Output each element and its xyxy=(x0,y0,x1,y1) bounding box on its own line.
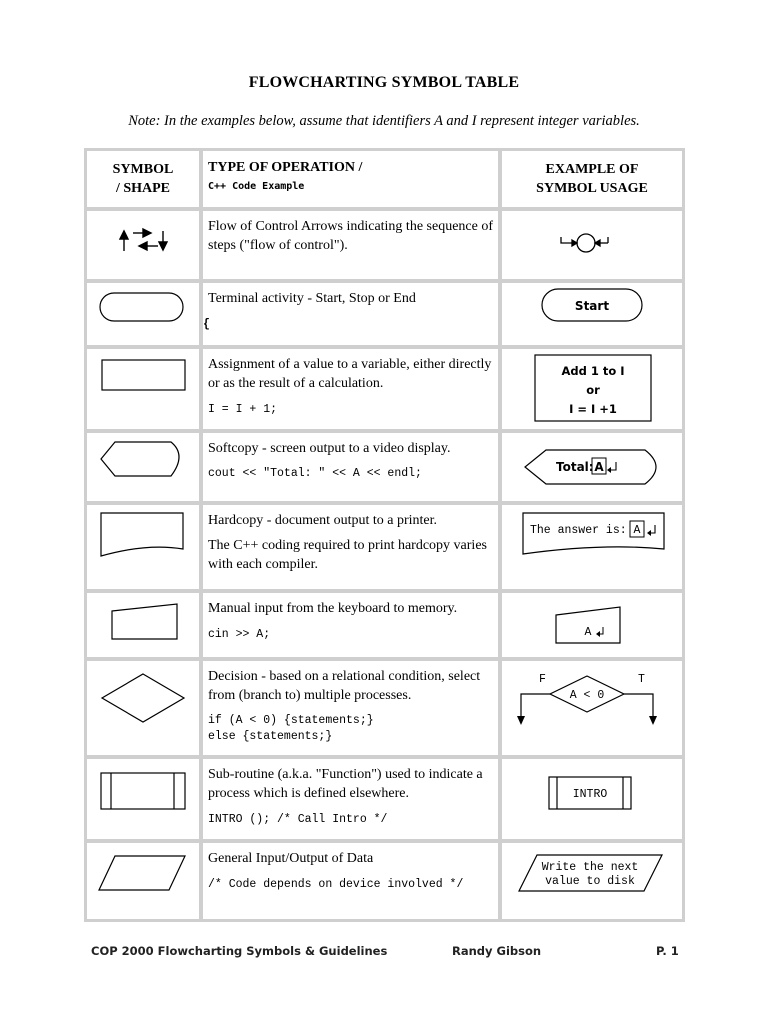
io-shape-icon xyxy=(87,843,199,919)
row-code: I = I + 1; xyxy=(208,403,278,416)
page-title: FLOWCHARTING SYMBOL TABLE xyxy=(248,74,520,91)
process-desc-cell xyxy=(202,348,499,430)
header-operation xyxy=(202,150,499,208)
row-description: Flow of Control Arrows indicating the sequence of steps ("flow of control"). xyxy=(208,219,494,253)
process-example-line3: I = I +1 xyxy=(569,402,617,416)
connector-example-icon xyxy=(502,211,682,277)
header-example xyxy=(501,150,683,208)
io-shape-cell xyxy=(86,842,200,920)
display-example-cell xyxy=(501,432,683,502)
header-operation-line1: TYPE OF OPERATION / xyxy=(208,160,363,175)
terminal-shape-cell xyxy=(86,282,200,346)
flow-arrows-shape-cell xyxy=(86,210,200,280)
subroutine-shape-icon xyxy=(87,759,199,839)
process-shape-icon xyxy=(87,349,199,429)
footer-author: Randy Gibson xyxy=(452,944,542,958)
display-example-label: Total: xyxy=(556,460,594,474)
display-shape-cell xyxy=(86,432,200,502)
decision-example-cond: A < 0 xyxy=(569,689,605,702)
document-example-cell xyxy=(501,504,683,590)
subroutine-desc-cell xyxy=(202,758,499,840)
terminal-example xyxy=(502,283,682,343)
subroutine-shape-cell xyxy=(86,758,200,840)
header-operation-line2: C++ Code Example xyxy=(208,181,305,192)
table-row xyxy=(86,432,683,502)
document-example-var: A xyxy=(633,524,641,537)
footer-course: COP 2000 Flowcharting Symbols & Guidelines xyxy=(91,944,388,958)
display-desc-cell xyxy=(202,432,499,502)
decision-false-label: F xyxy=(539,673,546,686)
decision-shape-cell xyxy=(86,660,200,756)
row-description: General Input/Output of Data xyxy=(208,851,374,866)
row-code: INTRO (); /* Call Intro */ xyxy=(208,813,388,826)
manual-input-example-cell xyxy=(501,592,683,658)
table-row xyxy=(86,842,683,920)
manual-input-shape-icon xyxy=(87,593,199,657)
display-example xyxy=(502,433,682,499)
document-shape-cell xyxy=(86,504,200,590)
row-description: Decision - based on a relational condition, select from (branch to) multiple processes. xyxy=(208,669,481,703)
flow-arrows-desc-cell xyxy=(202,210,499,280)
table-header-row xyxy=(86,150,683,208)
terminal-example-cell xyxy=(501,282,683,346)
row-code-line2: else {statements;} xyxy=(208,730,333,743)
table-row xyxy=(86,660,683,756)
row-description: Softcopy - screen output to a video display. xyxy=(208,441,451,456)
table-row xyxy=(86,592,683,658)
io-example-line1: Write the next xyxy=(541,861,639,874)
document-example xyxy=(502,505,682,589)
page-note: Note: In the examples below, assume that identifiers A and I represent integer variables. xyxy=(128,113,640,129)
terminal-example-label: Start xyxy=(574,299,610,313)
subroutine-example xyxy=(502,759,682,839)
decision-desc-cell xyxy=(202,660,499,756)
table-row xyxy=(86,210,683,280)
row-code-line1: if (A < 0) {statements;} xyxy=(208,714,374,727)
display-example-var: A xyxy=(594,460,604,474)
process-example-line2: or xyxy=(586,383,600,397)
flow-arrows-icon xyxy=(87,211,199,277)
process-example-line1: Add 1 to I xyxy=(561,364,625,378)
subroutine-example-cell xyxy=(501,758,683,840)
symbol-table xyxy=(84,148,685,922)
decision-true-label: T xyxy=(638,673,645,686)
row-description: Sub-routine (a.k.a. "Function") used to indicate a process which is defined elsewhere. xyxy=(208,767,483,801)
process-example xyxy=(502,349,682,429)
process-shape-cell xyxy=(86,348,200,430)
decision-example xyxy=(502,661,682,755)
table-row xyxy=(86,758,683,840)
io-example-line2: value to disk xyxy=(545,875,635,888)
table-row xyxy=(86,348,683,430)
decision-shape-icon xyxy=(87,661,199,755)
manual-input-example-var: A xyxy=(584,626,592,639)
row-code: /* Code depends on device involved */ xyxy=(208,878,464,891)
row-description-2: The C++ coding required to print hardcopy varies with each compiler. xyxy=(208,538,487,572)
row-description: Terminal activity - Start, Stop or End xyxy=(208,291,416,306)
flow-arrows-example-cell xyxy=(501,210,683,280)
header-symbol-line2: / SHAPE xyxy=(115,181,171,196)
manual-input-shape-cell xyxy=(86,592,200,658)
io-desc-cell xyxy=(202,842,499,920)
table-row xyxy=(86,282,683,346)
header-symbol xyxy=(86,150,200,208)
manual-input-example xyxy=(502,593,682,657)
row-code: { xyxy=(203,318,210,331)
row-description: Hardcopy - document output to a printer. xyxy=(208,513,437,528)
decision-example-cell xyxy=(501,660,683,756)
subroutine-example-label: INTRO xyxy=(572,788,608,801)
row-code: cout << "Total: " << A << endl; xyxy=(208,467,422,480)
process-example-cell xyxy=(501,348,683,430)
io-example xyxy=(502,843,682,919)
row-description: Manual input from the keyboard to memory. xyxy=(208,601,458,616)
io-example-cell xyxy=(501,842,683,920)
terminal-desc-cell xyxy=(202,282,499,346)
table-row xyxy=(86,504,683,590)
header-symbol-line1: SYMBOL xyxy=(112,162,174,177)
header-example-line1: EXAMPLE OF xyxy=(545,162,639,177)
manual-input-desc-cell xyxy=(202,592,499,658)
row-code: cin >> A; xyxy=(208,628,271,641)
document-example-label: The answer is: xyxy=(530,524,627,537)
header-example-line2: SYMBOL USAGE xyxy=(536,181,648,196)
document-desc-cell xyxy=(202,504,499,590)
terminal-shape-icon xyxy=(87,283,199,343)
footer-page-number: P. 1 xyxy=(656,944,679,958)
row-description: Assignment of a value to a variable, either directly or as the result of a calculation. xyxy=(208,357,492,391)
display-shape-icon xyxy=(87,433,199,499)
document-shape-icon xyxy=(87,505,199,589)
